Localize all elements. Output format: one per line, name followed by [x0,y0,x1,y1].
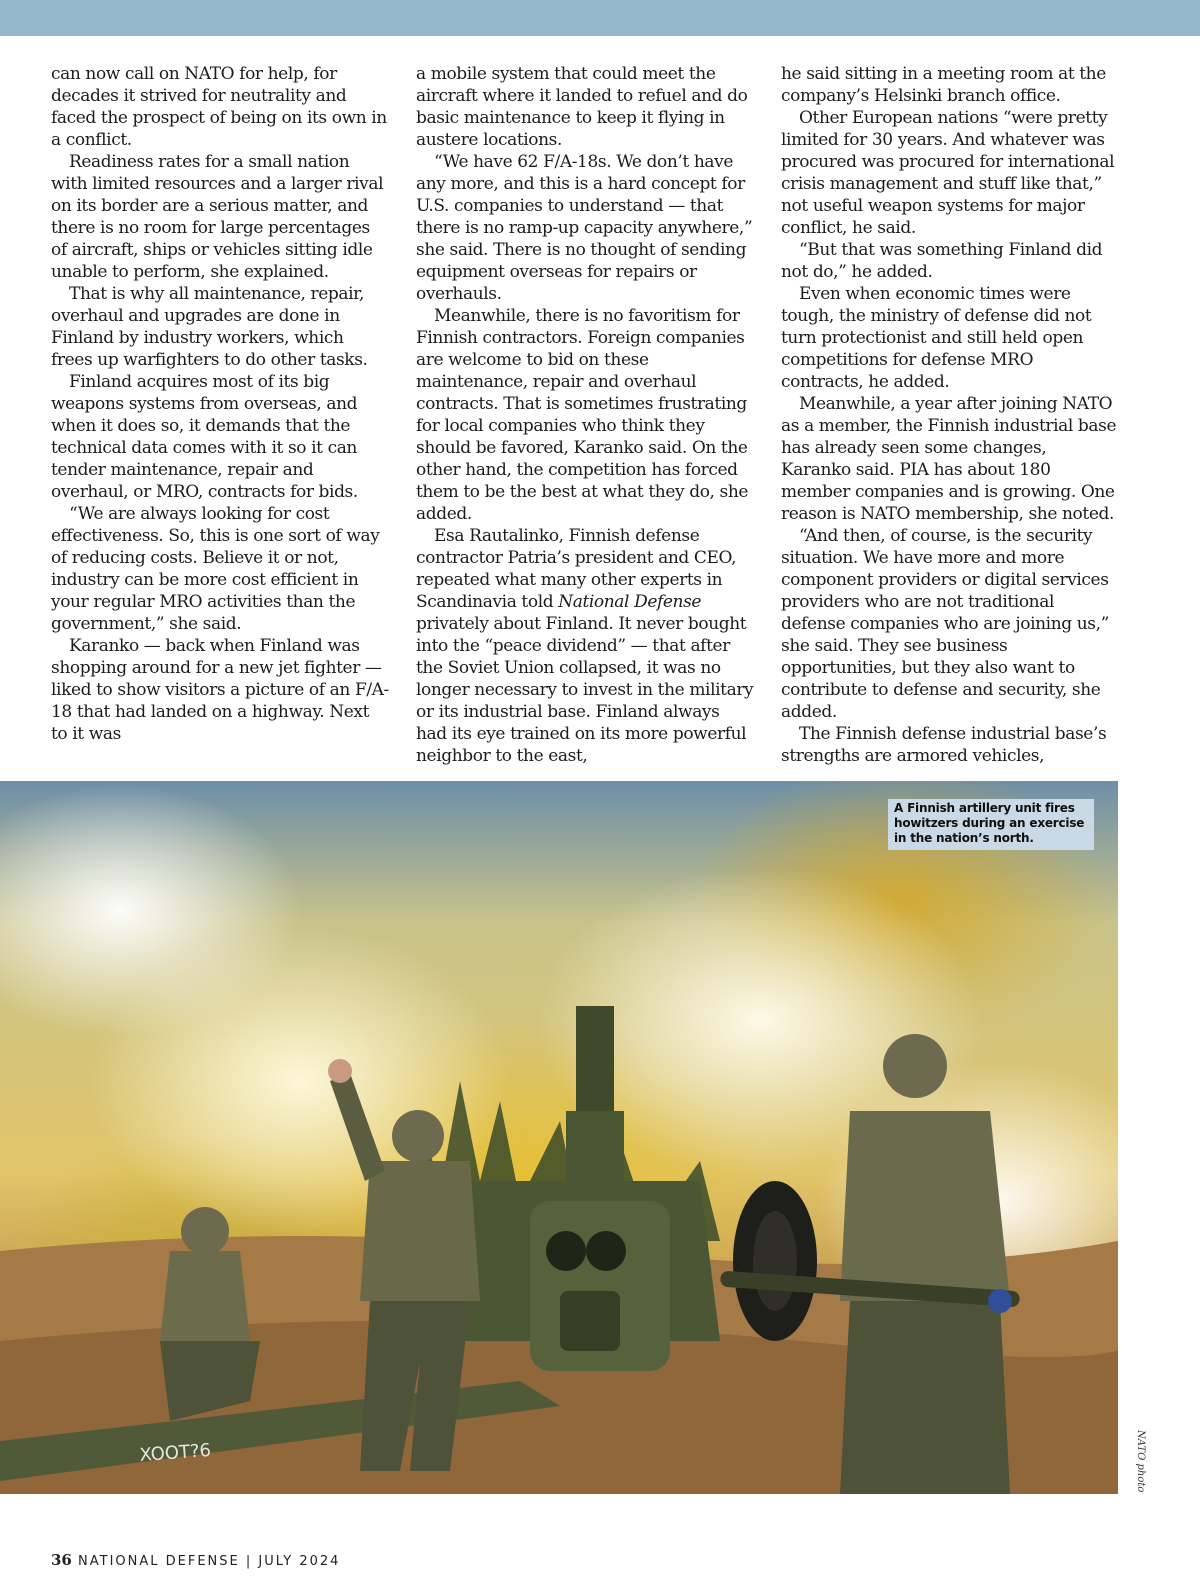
text-column-2 [416,63,754,767]
paragraph: Finland acquires most of its big weapons systems from overseas, and when it does so, it demands that the technical data comes with it so it can tender maintenance, repair and overhaul, or MRO, contracts for bids. [51,372,358,502]
paragraph-text: privately about Finland. It never bought into the “peace dividend” — that after the Soviet Union collapsed, it was no longer necessary to invest in the military or its industrial base. Finland always had its eye trained on its more powerful neighbor to the east, [416,614,754,766]
artillery-illustration [0,781,1118,1494]
issue-date: JULY 2024 [258,1554,341,1569]
paragraph: Readiness rates for a small nation with limited resources and a larger rival on its border are a serious matter, and there is no room for large percentages of aircraft, ships or vehicles sitting idle unable to perform, she explained. [51,152,384,282]
publication-title: NATIONAL DEFENSE [78,1554,240,1569]
text-column-1 [51,63,389,745]
paragraph: “We are always looking for cost effectiveness. So, this is one sort of way of reducing costs. Believe it or not, industry can be more cost efficient in your regular MRO activities than the government,” she said. [51,504,380,634]
footer-separator: | [245,1554,253,1569]
artillery-photo [0,781,1118,1494]
page-number: 36 [51,1551,72,1569]
photo-caption: A Finnish artillery unit fires howitzers during an exercise in the nation’s north. [888,799,1094,850]
paragraph: Meanwhile, a year after joining NATO as a member, the Finnish industrial base has already seen some changes, Karanko said. PIA has about 180 member companies and is growing. One reason is NATO membership, she noted. [781,394,1117,524]
stencil-text: XOOT?6 [138,1440,212,1466]
top-color-band [0,0,1200,36]
paragraph: That is why all maintenance, repair, overhaul and upgrades are done in Finland by industry workers, which frees up warfighters to do other tasks. [51,284,368,370]
text-column-3 [781,63,1119,767]
paragraph: can now call on NATO for help, for decades it strived for neutrality and faced the prospect of being on its own in a conflict. [51,64,387,150]
paragraph: he said sitting in a meeting room at the company’s Helsinki branch office. [781,64,1106,106]
paragraph: a mobile system that could meet the aircraft where it landed to refuel and do basic maintenance to keep it flying in austere locations. [416,64,748,150]
paragraph: “And then, of course, is the security situation. We have more and more component providers or digital services providers who are not traditional defense companies who are joining us,” she said. They see business opportunities, but they also want to contribute to defense and security, she added. [781,526,1109,722]
paragraph [416,525,754,767]
paragraph: Even when economic times were tough, the ministry of defense did not turn protectionist and still held open competitions for defense MRO contracts, he added. [781,284,1092,392]
page-footer [51,1551,340,1569]
paragraph: The Finnish defense industrial base’s strengths are armored vehicles, [781,724,1107,766]
paragraph: Karanko — back when Finland was shopping around for a new jet fighter — liked to show visitors a picture of an F/A-18 that had landed on a highway. Next to it was [51,636,389,744]
paragraph: “We have 62 F/A-18s. We don’t have any more, and this is a hard concept for U.S. companies to understand — that there is no ramp-up capacity anywhere,” she said. There is no thought of sending equipment overseas for repairs or overhauls. [416,152,753,304]
publication-name-italic: National Defense [558,592,702,612]
paragraph-text: Esa Rautalinko, Finnish defense contractor Patria’s president and CEO, repeated what many other experts in Scandinavia told [416,526,737,612]
paragraph: Meanwhile, there is no favoritism for Finnish contractors. Foreign companies are welcome to bid on these maintenance, repair and overhaul contracts. That is sometimes frustrating for local companies who think they should be favored, Karanko said. On the other hand, the competition has forced them to be the best at what they do, she added. [416,306,749,524]
paragraph: “But that was something Finland did not do,” he added. [781,240,1103,282]
paragraph: Other European nations “were pretty limited for 30 years. And whatever was procured was procured for international crisis management and stuff like that,” not useful weapon systems for major conflict, he said. [781,108,1115,238]
photo-credit: NATO photo [1135,1430,1146,1493]
